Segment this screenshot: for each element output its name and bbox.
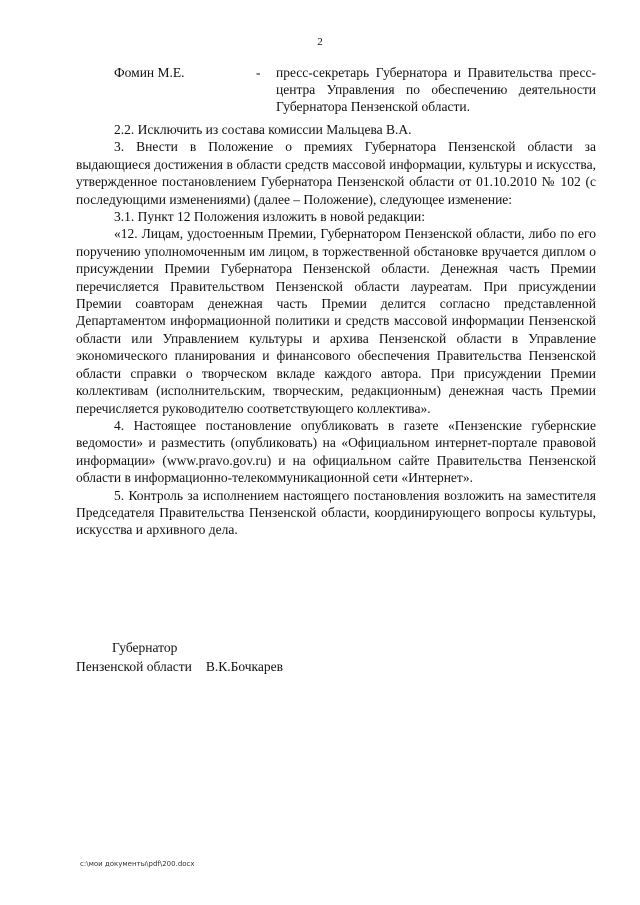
paragraph-5: 5. Контроль за исполнением настоящего постановления возложить на заместителя Председателя Правительства Пензенской области, координирующего вопросы культуры, искусства и архивного дела. bbox=[76, 487, 596, 538]
signature-title: Губернатор bbox=[112, 640, 178, 655]
signature-line bbox=[76, 657, 283, 676]
paragraph-2-2: 2.2. Исключить из состава комиссии Мальцева В.А. bbox=[114, 122, 412, 137]
paragraph-3-1: 3.1. Пункт 12 Положения изложить в новой редакции: bbox=[114, 209, 425, 225]
paragraph-12-quote: «12. Лицам, удостоенным Премии, Губернатором Пензенской области, либо по его поручению уполномоченным им лицом, в торжественной обстановке вручается диплом о присуждении Премии Губернатора Пензенской области. Денежная часть Премии перечисляется Правительством Пензенской области лауреатам. При присуждении Премии соавторам денежная часть Премии делится согласно представленной Департаментом информационной политики и средств массовой информации Пензенской области или Управлением культуры и архива Пензенской области в Управление экономического планирования и финансового обеспечения Правительства Пензенской области справки о творческом вкладе каждого автора. При присуждении Премии коллективам (исполнительским, творческим, редакционным) денежная часть Премии перечисляется руководителю соответствующего коллектива». bbox=[76, 226, 596, 416]
member-role: пресс-секретарь Губернатора и Правительства пресс-центра Управления по обеспечению деятельности Губернатора Пензенской области. bbox=[276, 65, 596, 114]
document-body bbox=[76, 121, 596, 539]
paragraph-4: 4. Настоящее постановление опубликовать в газете «Пензенские губернские ведомости» и разместить (опубликовать) на «Официальном интернет-портале правовой информации» (www.pravo.gov.ru) и на официальном сайте Правительства Пензенской области в информационно-телекоммуникационной сети «Интернет». bbox=[76, 417, 596, 486]
commission-member-entry bbox=[76, 64, 596, 116]
footer-file-path: c:\мои документы\pdf\200.docx bbox=[80, 860, 195, 868]
signatory-name: В.К.Бочкарев bbox=[205, 659, 284, 674]
signature-region: Пензенской области bbox=[76, 659, 192, 674]
member-name: Фомин М.Е. bbox=[114, 65, 185, 80]
paragraph-3: 3. Внести в Положение о премиях Губернатора Пензенской области за выдающиеся достижения в области средств массовой информации, культуры и искусства, утвержденное постановлением Губернатора Пензенской области от 01.10.2010 № 102 (с последующими изменениями) (далее – Положение), следующее изменение: bbox=[76, 139, 596, 207]
signature-block bbox=[76, 638, 283, 676]
page-number: 2 bbox=[317, 36, 323, 48]
member-dash: - bbox=[256, 65, 261, 80]
